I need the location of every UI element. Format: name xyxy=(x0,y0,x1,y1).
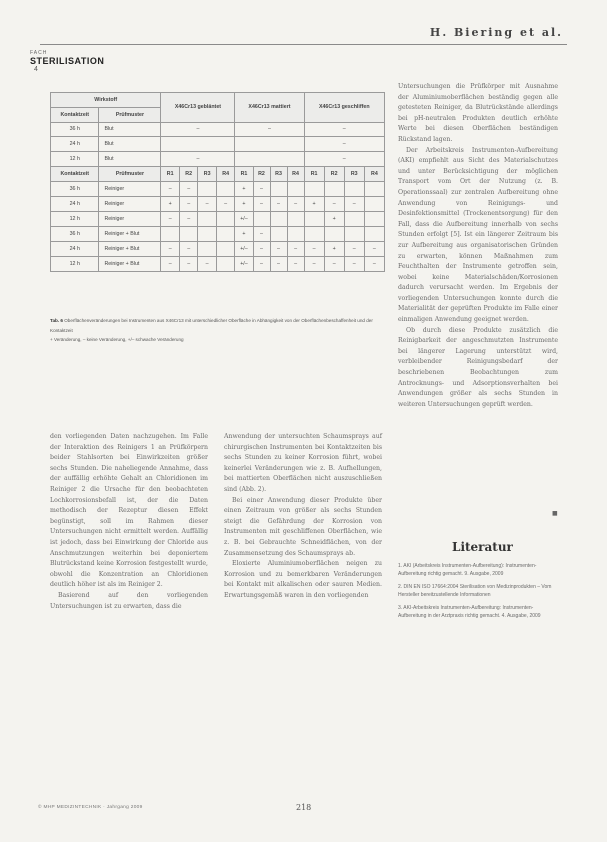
table-cell: – xyxy=(179,256,197,271)
table-cell: R3 xyxy=(344,166,364,181)
table-cell: – xyxy=(304,241,324,256)
end-of-article-mark: ■ xyxy=(552,510,558,517)
table-cell: Kontaktzeit xyxy=(51,166,99,181)
table-cell: – xyxy=(304,256,324,271)
running-header-author: H. Biering et al. xyxy=(429,26,563,39)
table-cell xyxy=(324,181,344,196)
table-cell: – xyxy=(235,122,304,137)
table-cell xyxy=(344,226,364,241)
table-cell xyxy=(364,196,384,211)
table-cell: R4 xyxy=(216,166,235,181)
header-rule xyxy=(40,44,567,45)
table-cell xyxy=(304,226,324,241)
table-cell xyxy=(344,181,364,196)
paragraph: Bei einer Anwendung dieser Produkte über einen Zeitraum von größer als sechs Stunden steigt die Gefährdung der Korrosion von Instrumenten mit geschliffenen Oberflächen, wie z. B. bei Gebrauchte Schneidflächen, von der Zusammensetzung des Schaumsprays ab. xyxy=(224,496,382,557)
table-cell: +/– xyxy=(235,256,253,271)
table-cell: – xyxy=(253,226,270,241)
table-cell: – xyxy=(216,196,235,211)
section-small-label: FACH xyxy=(30,50,48,56)
paragraph: Eloxierte Aluminiumoberflächen neigen zu Korrosion und zu bemerkbaren Veränderungen bei Kontakt mit alkalischen oder sauren Medien. Erwartungsgemäß waren in den vorliegenden xyxy=(224,560,382,599)
table-cell xyxy=(364,181,384,196)
section-tag xyxy=(30,50,104,73)
table-row xyxy=(51,93,385,108)
table-row xyxy=(51,256,385,271)
reference-item: 3. AKI-Arbeitskreis Instrumenten-Aufbereitung: Instrumenten-Aufbereitung in der Arztpraxis richtig gemacht. 4. Ausgabe, 2009 xyxy=(398,604,541,620)
table-cell: Prüfmuster xyxy=(99,107,161,122)
table-cell: – xyxy=(324,196,344,211)
table-cell: – xyxy=(304,152,384,167)
table-cell: 36 h xyxy=(51,122,99,137)
table-row xyxy=(51,226,385,241)
table-cell xyxy=(216,226,235,241)
section-title: STERILISATION xyxy=(30,56,105,66)
paragraph: Der Arbeitskreis Instrumenten-Aufbereitung (AKI) empfiehlt aus Sicht des Materialschutzes und unter Berücksichtigung der möglichen Transport vom Ort der Nutzung (z. B. Operationssaal) zur zentralen Aufbereitung ohne Anwendung von Reinigungs- und Desinfektionsmittel (Trockenentsorgung) für den Fall, dass die Aufbereitung innerhalb von sechs Stunden erfolgt [5]. Ist ein längerer Zeitraum bis zur Aufbereitung aus organisatorischen Gründen zu erwarten, können Maßnahmen zum Feuchthalten der Instrumente getroffen sein, wobei keine Materialschäden/Korrosionen dadurch verursacht werden. Im Ergebnis der vorliegenden Untersuchungen konnte durch die Materialität der geprüften Produkte im Falle einer einmaligen Anwendung geeignet werden. xyxy=(398,146,558,324)
table-cell xyxy=(287,211,304,226)
table-cell: – xyxy=(304,137,384,152)
table-cell: – xyxy=(179,241,197,256)
table-row xyxy=(51,166,385,181)
table-cell: 12 h xyxy=(51,256,99,271)
table-cell: – xyxy=(161,122,235,137)
table-cell xyxy=(235,152,304,167)
table-cell: – xyxy=(253,196,270,211)
paragraph: Basierend auf den vorliegenden Untersuchungen ist zu erwarten, dass die xyxy=(50,591,208,610)
table-cell: Reiniger xyxy=(99,196,161,211)
table-cell: – xyxy=(304,122,384,137)
table-cell: – xyxy=(179,211,197,226)
table-cell: Reiniger xyxy=(99,181,161,196)
table-cell: + xyxy=(235,181,253,196)
table-cell: R4 xyxy=(364,166,384,181)
table-cell: – xyxy=(344,241,364,256)
table-cell xyxy=(198,181,216,196)
table-cell: 36 h xyxy=(51,181,99,196)
table-cell xyxy=(304,181,324,196)
table-row xyxy=(51,196,385,211)
table-cell: – xyxy=(324,256,344,271)
reference-item: 2. DIN EN ISO 17664:2004 Sterilisation von Medizinprodukten – Vom Hersteller bereitzustellende Informationen xyxy=(398,583,552,599)
table-cell: – xyxy=(270,196,287,211)
table-row xyxy=(51,122,385,137)
table-cell: 24 h xyxy=(51,137,99,152)
table-cell: + xyxy=(235,226,253,241)
table-cell: – xyxy=(179,196,197,211)
paragraph: Untersuchungen die Prüfkörper mit Ausnahme der Aluminiumoberflächen beständig gegen alle getesteten Reiniger, da Blutrückstände allerdings bei pH-neutralen Produkten deutlich erhöhte Werte bei diesen Oberflächen beständigen Rückstand lagen. xyxy=(398,83,558,143)
table-cell: R1 xyxy=(161,166,179,181)
reference-list xyxy=(398,562,558,624)
table-cell: – xyxy=(179,181,197,196)
table-cell: + xyxy=(324,241,344,256)
table-cell: – xyxy=(198,256,216,271)
table-cell: R3 xyxy=(198,166,216,181)
table-cell: – xyxy=(161,256,179,271)
table-cell xyxy=(198,211,216,226)
table-cell: – xyxy=(253,181,270,196)
table-cell: – xyxy=(161,241,179,256)
caption-legend: + Veränderung, – keine Veränderung, +/– schwache Veränderung xyxy=(50,337,184,342)
paragraph: Anwendung der untersuchten Schaumsprays auf chirurgischen Instrumenten bei Kontaktzeiten bis sechs Stunden zu keiner Korrosion führt, wobei keinerlei Veränderungen wie z. B. Aufhellungen, bei mattierten Oberflächen nicht auszuschließen sind (Abb. 2). xyxy=(224,433,382,493)
table-cell: Kontaktzeit xyxy=(51,107,99,122)
body-column-3 xyxy=(398,82,558,410)
table-cell: R1 xyxy=(304,166,324,181)
table-cell: Reiniger + Blut xyxy=(99,241,161,256)
table-cell: + xyxy=(161,196,179,211)
literature-heading: Literatur xyxy=(452,540,513,554)
table-cell xyxy=(287,226,304,241)
caption-text: Oberflächenveränderungen bei Instrumenten aus X46Cr13 mit unterschiedlicher Oberfläche in Abhängigkeit von der Oberflächenbeschaffenheit und der Kontaktzeit xyxy=(50,318,373,333)
table-row xyxy=(51,181,385,196)
table-cell: – xyxy=(161,152,235,167)
table-cell xyxy=(198,241,216,256)
table-row xyxy=(51,137,385,152)
table-cell: – xyxy=(287,241,304,256)
table-cell xyxy=(304,211,324,226)
section-number: 4 xyxy=(34,66,38,73)
caption-label: Tab. 6 xyxy=(50,318,63,323)
table-cell: R2 xyxy=(324,166,344,181)
table-cell: R3 xyxy=(270,166,287,181)
paragraph: den vorliegenden Daten nachzugehen. Im Falle der Interaktion des Reinigers 1 an Prüfkörpern beider Stahlsorten bei Einwirkzeiten größer sechs Stunden. Die naheliegende Annahme, dass der auffällig erhöhte Gehalt an Chloridionen im Reiniger 2 die Ursache für den beobachteten Lochkorrosionsbefall ist, der die Daten methodisch der Rezeptur diesen Effekt begünstigt, soll im Rahmen dieser Untersuchungen nicht ermittelt werden. Auffällig ist jedoch, dass bei Einwirkung der Chloride aus Anschmutzungen weiterhin bei deponiertem Blutrückstand keine Korrosion festgestellt wurde, obwohl die Konzentration an Chloridionen deutlich höher ist als im Reiniger 2. xyxy=(50,433,208,589)
table-cell xyxy=(324,226,344,241)
table-cell xyxy=(179,226,197,241)
table-cell: – xyxy=(364,241,384,256)
table-cell: – xyxy=(198,196,216,211)
table-cell: 36 h xyxy=(51,226,99,241)
table-cell: – xyxy=(344,256,364,271)
table-cell: Blut xyxy=(99,137,161,152)
table-cell xyxy=(216,241,235,256)
table-cell: Prüfmuster xyxy=(99,166,161,181)
table-cell xyxy=(216,256,235,271)
table-cell: X46Cr13 gebläntet xyxy=(161,93,235,123)
table-row xyxy=(51,241,385,256)
table-cell xyxy=(344,211,364,226)
table-cell: 12 h xyxy=(51,152,99,167)
paragraph: Ob durch diese Produkte zusätzlich die Reinigbarkeit der angeschmutzten Instrumente bei längerer Lagerung unterstützt wird, verbleibender Reinigungsbedarf der beschriebenen Beobachtungen zum Antrocknungs- und Adsorptionsverhalten bei Anwendungen größer als sechs Stunden in weiteren Untersuchungen geprüft werden. xyxy=(398,326,558,408)
table-cell xyxy=(270,226,287,241)
table-cell: – xyxy=(161,211,179,226)
table-cell xyxy=(270,211,287,226)
table-cell: X46Cr13 mattiert xyxy=(235,93,304,123)
table-cell: R1 xyxy=(235,166,253,181)
table-cell: X46Cr13 geschliffen xyxy=(304,93,384,123)
table-cell: – xyxy=(344,196,364,211)
table-row xyxy=(51,211,385,226)
table-cell xyxy=(216,181,235,196)
table-cell: Blut xyxy=(99,122,161,137)
table-cell: Reiniger xyxy=(99,211,161,226)
table-cell: – xyxy=(270,241,287,256)
table-cell: – xyxy=(287,256,304,271)
table-cell: R2 xyxy=(253,166,270,181)
table-cell: + xyxy=(324,211,344,226)
footer-journal: © MHP MEDIZINTECHNIK · Jahrgang 2009 xyxy=(38,805,143,810)
table-cell: Reiniger + Blut xyxy=(99,226,161,241)
table-cell: + xyxy=(235,196,253,211)
table-row xyxy=(51,152,385,167)
table-cell: Reiniger + Blut xyxy=(99,256,161,271)
table-cell xyxy=(270,181,287,196)
table-cell: 24 h xyxy=(51,241,99,256)
table-cell xyxy=(216,211,235,226)
table-cell: – xyxy=(253,256,270,271)
page-number: 218 xyxy=(296,803,312,812)
table-cell: +/– xyxy=(235,241,253,256)
table-cell: – xyxy=(364,256,384,271)
table-caption xyxy=(50,316,385,345)
table-cell: Blut xyxy=(99,152,161,167)
table-cell: – xyxy=(253,241,270,256)
table-cell: – xyxy=(161,181,179,196)
table-cell: R4 xyxy=(287,166,304,181)
table-cell xyxy=(198,226,216,241)
table-cell xyxy=(161,226,179,241)
table-cell xyxy=(161,137,235,152)
table-cell xyxy=(235,137,304,152)
table-cell: +/– xyxy=(235,211,253,226)
table-cell xyxy=(287,181,304,196)
table-cell: – xyxy=(287,196,304,211)
table-cell: Wirkstoff xyxy=(51,93,161,108)
table-cell: 24 h xyxy=(51,196,99,211)
body-column-2 xyxy=(224,432,382,602)
table-cell xyxy=(253,211,270,226)
table-cell: + xyxy=(304,196,324,211)
reference-item: 1. AKI (Arbeitskreis Instrumenten-Aufbereitung): Instrumenten-Aufbereitung richtig gemacht. 9. Ausgabe, 2009 xyxy=(398,563,537,578)
body-column-1 xyxy=(50,432,208,612)
table-cell: 12 h xyxy=(51,211,99,226)
table-cell xyxy=(364,226,384,241)
table-cell xyxy=(364,211,384,226)
table-cell: R2 xyxy=(179,166,197,181)
results-table xyxy=(50,92,385,272)
table-cell: – xyxy=(270,256,287,271)
